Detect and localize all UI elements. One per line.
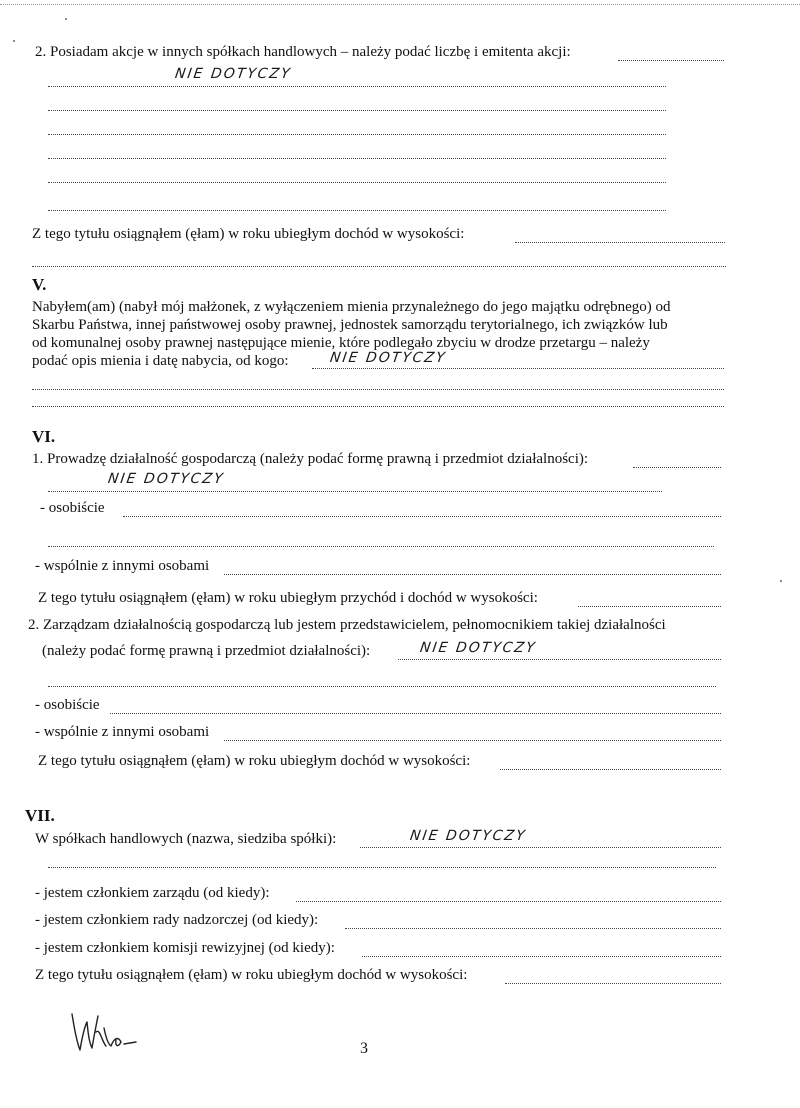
page-number: 3: [360, 1040, 368, 1057]
property-text: podać opis mienia i datę nabycia, od kogo:: [32, 353, 289, 369]
companies-answer: NIE DOTYCZY: [408, 828, 528, 844]
answer-line: [48, 491, 662, 492]
answer-line: [360, 847, 721, 848]
answer-line: [224, 740, 721, 741]
answer-line: [32, 389, 724, 390]
property-text: od komunalnej osoby prawnej następujące mienie, które podlegało zbyciu w drodze przetargu – należy: [32, 335, 650, 351]
property-text: Skarbu Państwa, innej państwowej osoby prawnej, jednostek samorządu terytorialnego, ich związków lub: [32, 317, 668, 333]
answer-line: [48, 110, 666, 111]
board-label: - jestem członkiem zarządu (od kiedy):: [35, 885, 270, 901]
business-income-label: Z tego tytułu osiągnąłem (ęłam) w roku ubiegłym przychód i dochód w wysokości:: [38, 590, 538, 606]
answer-line: [48, 158, 666, 159]
answer-line: [296, 901, 721, 902]
top-edge: [0, 0, 800, 5]
section-heading: V.: [32, 275, 47, 294]
shares-answer: NIE DOTYCZY: [173, 66, 293, 82]
shares-income-label: Z tego tytułu osiągnąłem (ęłam) w roku ubiegłym dochód w wysokości:: [32, 226, 465, 242]
personally-label: - osobiście: [40, 500, 105, 516]
shares-question: 2. Posiadam akcje w innych spółkach handlowych – należy podać liczbę i emitenta akcji:: [35, 44, 571, 60]
answer-line: [633, 467, 721, 468]
section-heading: VI.: [32, 427, 56, 446]
business-question: 1. Prowadzę działalność gospodarczą (należy podać formę prawną i przedmiot działalności):: [32, 451, 589, 467]
personally-label: - osobiście: [35, 697, 100, 713]
answer-line: [32, 406, 724, 407]
answer-line: [224, 574, 721, 575]
income-line: [505, 983, 721, 984]
answer-line: [48, 86, 666, 87]
companies-question: W spółkach handlowych (nazwa, siedziba spółki):: [35, 831, 337, 847]
management-answer: NIE DOTYCZY: [418, 640, 538, 656]
answer-line: [48, 182, 666, 183]
answer-line: [345, 928, 721, 929]
answer-line: [48, 210, 666, 211]
jointly-label: - wspólnie z innymi osobami: [35, 558, 210, 574]
answer-line: [48, 686, 716, 687]
answer-line: [618, 60, 724, 61]
answer-line: [362, 956, 721, 957]
property-text: Nabyłem(am) (nabył mój małżonek, z wyłączeniem mienia przynależnego do jego majątku odrębnego) od: [32, 299, 671, 315]
business-answer: NIE DOTYCZY: [106, 471, 226, 487]
answer-line: [48, 546, 714, 547]
income-line: [500, 769, 721, 770]
property-answer: NIE DOTYCZY: [328, 350, 448, 366]
answer-line: [110, 713, 721, 714]
audit-label: - jestem członkiem komisji rewizyjnej (od kiedy):: [35, 940, 335, 956]
jointly-label: - wspólnie z innymi osobami: [35, 724, 210, 740]
answer-line: [123, 516, 721, 517]
management-question: 2. Zarządzam działalnością gospodarczą lub jestem przedstawicielem, pełnomocnikiem takiej działalności: [28, 617, 666, 633]
section-heading: VII.: [25, 806, 55, 825]
scan-speck: [780, 580, 782, 582]
companies-income-label: Z tego tytułu osiągnąłem (ęłam) w roku ubiegłym dochód w wysokości:: [35, 967, 468, 983]
income-line: [578, 606, 721, 607]
answer-line: [312, 368, 724, 369]
management-income-label: Z tego tytułu osiągnąłem (ęłam) w roku ubiegłym dochód w wysokości:: [38, 753, 471, 769]
supervisory-label: - jestem członkiem rady nadzorczej (od kiedy):: [35, 912, 319, 928]
answer-line: [398, 659, 721, 660]
income-line: [32, 266, 726, 267]
management-question: (należy podać formę prawną i przedmiot działalności):: [42, 643, 371, 659]
income-line: [515, 242, 725, 243]
scan-speck: [13, 40, 15, 42]
scan-speck: [65, 18, 67, 20]
answer-line: [48, 867, 716, 868]
answer-line: [48, 134, 666, 135]
signature: [66, 1008, 146, 1056]
